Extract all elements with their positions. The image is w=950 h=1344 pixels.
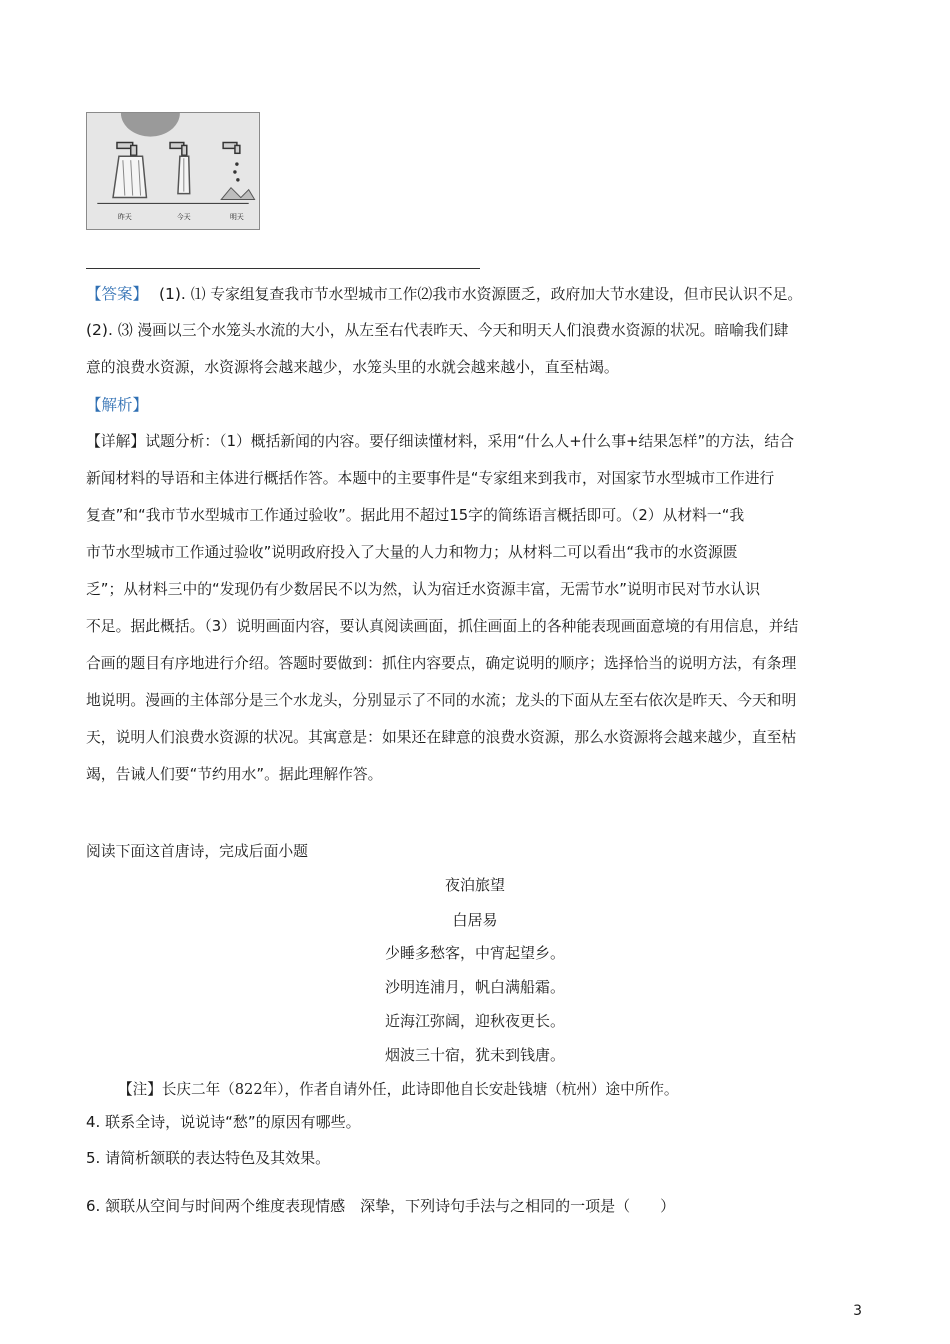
analysis-line-8: 地说明。漫画的主体部分是三个水龙头，分别显示了不同的水流；龙头的下面从左至右依次是昨天、今天和明 — [86, 692, 797, 709]
question-4: 4. 联系全诗，说说诗“愁”的原因有哪些。 — [86, 1113, 361, 1131]
answer-line-2 — [86, 319, 788, 340]
analysis-line-1 — [86, 430, 794, 451]
analysis-line-10: 竭，告诫人们要“节约用水”。据此理解作答。 — [86, 766, 383, 783]
poem-note: 【注】长庆二年（822年），作者自请外任，此诗即他自长安赴钱塘（杭州）途中所作。 — [118, 1081, 679, 1098]
answer-tag: 【答案】 — [86, 285, 149, 303]
analysis-line-2: 新闻材料的导语和主体进行概括作答。本题中的主要事件是“专家组来到我市，对国家节水型城市工作进行 — [86, 470, 775, 487]
separator-line — [86, 268, 480, 269]
analysis-line-7: 合画的题目有序地进行介绍。答题时要做到：抓住内容要点，确定说明的顺序；选择恰当的说明方法，有条理 — [86, 655, 797, 672]
caption-tomorrow: 明天 — [230, 213, 244, 222]
poem-verse-2: 沙明连浦月，帆白满船霜。 — [384, 978, 565, 996]
analysis-tag: 【解析】 — [86, 396, 149, 414]
answer-line-3 — [86, 356, 619, 377]
poem-verse-3: 近海江弥阔，迎秋夜更长。 — [384, 1012, 565, 1030]
analysis-line-3: 复查”和“我市节水型城市工作通过验收”。据此用不超过15字的简练语言概括即可。（2）从材料一“我 — [86, 507, 745, 524]
answer-part2-number: (2). — [86, 321, 113, 339]
analysis-line-4: 市节水型城市工作通过验收”说明政府投入了大量的人力和物力；从材料二可以看出“我市的水资源匮 — [86, 544, 738, 561]
page-number: 3 — [853, 1303, 862, 1319]
analysis-line-9: 天，说明人们浪费水资源的状况。其寓意是：如果还在肆意的浪费水资源，那么水资源将会越来越少，直至枯 — [86, 729, 797, 746]
detail-tag: 【详解】 — [86, 433, 146, 450]
analysis-text-1: 试题分析：（1）概括新闻的内容。要仔细读懂材料，采用“什么人+什么事+结果怎样”的方法，结合 — [145, 433, 795, 450]
poem-author: 白居易 — [452, 911, 498, 929]
water-faucet-cartoon — [86, 112, 260, 230]
poem-title: 夜泊旅望 — [444, 876, 505, 894]
poem-verse-4: 烟波三十宿，犹未到钱唐。 — [384, 1046, 565, 1064]
answer-part2-text: ⑶ 漫画以三个水笼头水流的大小，从左至右代表昨天、今天和明天人们浪费水资源的状况。暗喻我们肆 — [117, 322, 789, 339]
poem-intro: 阅读下面这首唐诗，完成后面小题 — [86, 843, 308, 860]
analysis-line-5: 乏”；从材料三中的“发现仍有少数居民不以为然，认为宿迁水资源丰富，无需节水”说明市民对节水认识 — [86, 581, 761, 598]
analysis-line-6: 不足。据此概括。（3）说明画面内容，要认真阅读画面，抓住画面上的各种能表现画面意境的有用信息，并结 — [86, 618, 799, 635]
poem-verse-1: 少睡多愁客，中宵起望乡。 — [384, 944, 565, 962]
caption-yesterday: 昨天 — [117, 213, 132, 222]
answer-line-1 — [86, 282, 802, 304]
cartoon-drawing — [87, 113, 259, 229]
answer-part1-text: ⑴ 专家组复查我市节水型城市工作⑵我市水资源匮乏，政府加大节水建设，但市民认识不足。 — [190, 286, 803, 303]
answer-part3-text: 意的浪费水资源，水资源将会越来越少，水笼头里的水就会越来越小，直至枯竭。 — [86, 359, 619, 376]
answer-part1-number: (1). — [158, 285, 186, 303]
question-6: 6. 颔联从空间与时间两个维度表现情感 深挚，下列诗句手法与之相同的一项是（ ） — [86, 1197, 676, 1215]
caption-today: 今天 — [176, 213, 191, 222]
question-5: 5. 请简析颔联的表达特色及其效果。 — [86, 1149, 331, 1167]
